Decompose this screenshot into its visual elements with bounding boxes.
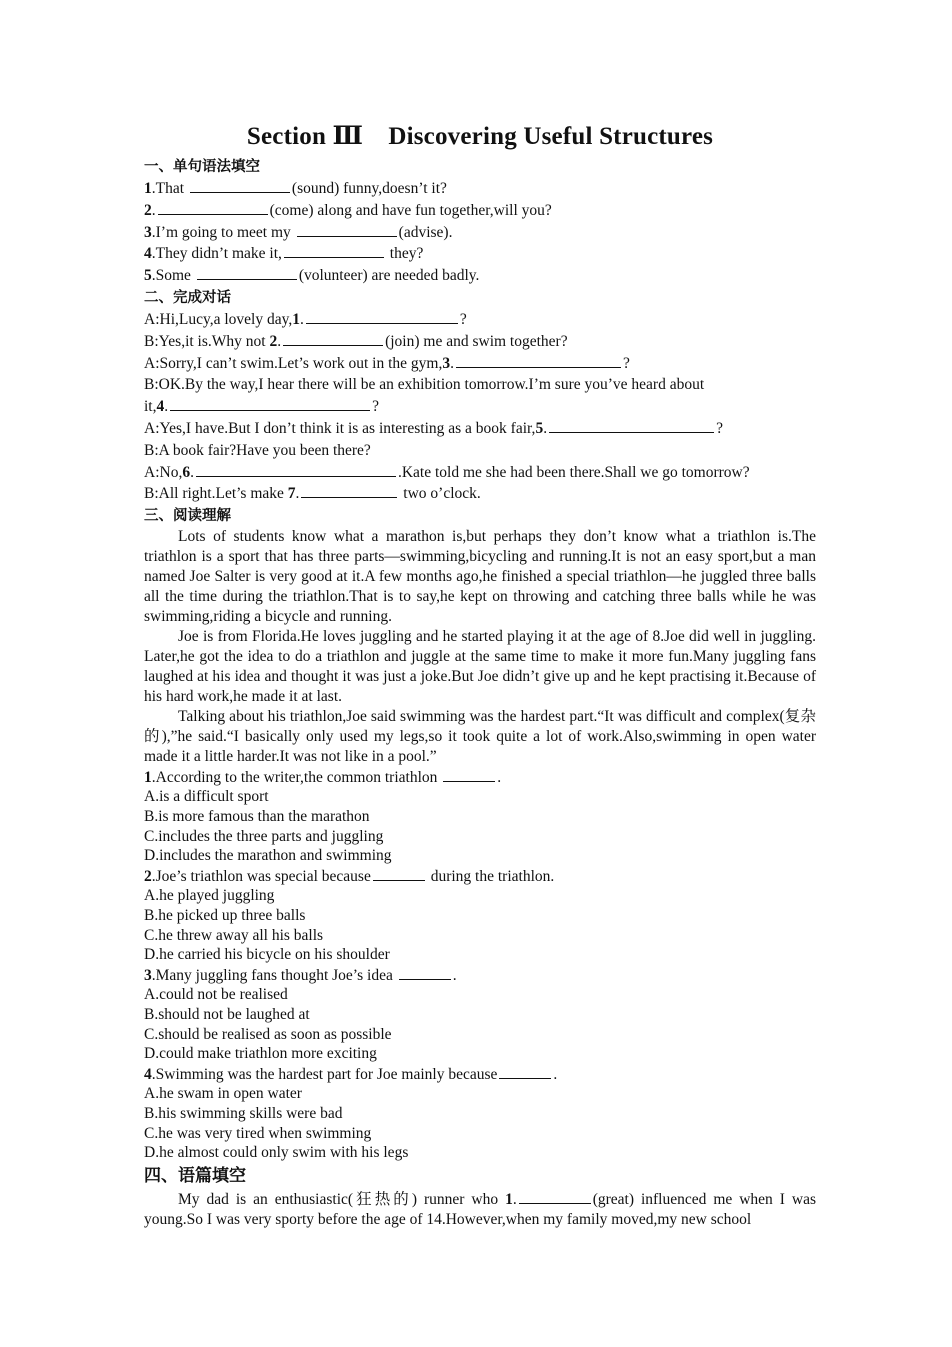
answer-blank[interactable] [190,178,290,193]
dialogue-text: ? [459,310,467,328]
question-number: 2 [144,868,152,886]
question-text: . [452,967,457,985]
question-text: . [497,769,502,787]
answer-blank[interactable] [170,396,370,411]
answer-blank[interactable] [443,767,495,782]
question-number: 1 [144,769,152,787]
blank-number: 5 [535,419,544,437]
grammar-item-2 [144,200,816,222]
item-suffix: (volunteer) are needed badly. [298,267,480,285]
part3-heading: 三、阅读理解 [144,508,231,525]
grammar-item-3 [144,222,816,244]
option-a[interactable]: A.is a difficult sport [144,787,269,805]
dialogue-line [144,374,816,396]
question-stem [144,866,816,886]
question-text: during the triathlon. [426,868,555,886]
part4-heading: 四、语篇填空 [144,1166,246,1187]
dialogue-text: B:Yes,it is.Why not [144,332,270,350]
option-b[interactable]: B.is more famous than the marathon [144,807,370,825]
item-suffix: (sound) funny,doesn’t it? [291,180,447,197]
question-stem [144,767,816,787]
blank-number: 7 [287,485,296,503]
option-a[interactable]: A.could not be realised [144,985,288,1003]
dialogue-line: B:All right.Let’s make 7. two o’clock. [144,485,481,503]
option-a[interactable]: A.he swam in open water [144,1084,302,1102]
item-number: 2 [144,201,152,219]
page-title: Section Ⅲ Discovering Useful Structures [246,123,714,150]
question-number: 3 [144,967,152,985]
dialogue-text: ? [372,398,380,416]
item-prefix: . [151,201,156,219]
answer-blank[interactable] [306,309,458,324]
answer-blank[interactable] [373,866,425,881]
dialogue-text: ? [716,419,723,437]
dialogue-text: A:Hi,Lucy,a lovely day, [144,310,293,328]
option-b[interactable]: B.should not be laughed at [144,1005,310,1023]
grammar-item-5 [144,265,816,287]
item-prefix: .They didn’t make it, [151,245,282,263]
question-text: .Swimming was the hardest part for Joe mainly because [151,1066,498,1084]
option-d[interactable]: D.he carried his bicycle on his shoulder [144,946,390,964]
worksheet [144,116,816,1230]
dialogue-text: A:Yes,I have.But I don’t think it is as interesting as a book fair, [144,419,536,437]
dialogue-line: A:Hi,Lucy,a lovely day,1. ? [144,310,467,328]
question-2 [144,866,816,965]
part1-heading: 一、单句语法填空 [144,159,260,175]
part2-heading: 二、完成对话 [144,289,231,306]
option-c[interactable]: C.he threw away all his balls [144,926,324,944]
item-number: 1 [144,180,152,197]
dialogue-text: A:Sorry,I can’t swim.Let’s work out in the gym, [144,354,443,372]
answer-blank[interactable] [456,353,621,368]
option-d[interactable]: D.includes the marathon and swimming [144,847,392,865]
answer-blank[interactable] [301,483,397,498]
cloze-text: (great) influenced me when I was young.So I was very sporty before the age of 14.However,when my family moved,my new school [144,1191,816,1229]
cloze-paragraph: My dad is an enthusiastic(狂热的) runner who 1. (great) influenced me when I was young.So I was very sporty before the age of 14.However,when my family moved,my new school [144,1191,816,1229]
item-suffix: (come) along and have fun together,will you? [269,201,552,219]
dialogue-text: it, [144,398,157,416]
dialogue-line: A:No,6. .Kate told me she had been there.Shall we go tomorrow? [144,463,750,481]
question-4 [144,1064,816,1163]
option-d[interactable]: D.he almost could only swim with his legs [144,1144,409,1162]
question-stem [144,1064,816,1084]
item-prefix: .I’m going to meet my [151,223,295,241]
dialogue-line [144,440,816,462]
option-b[interactable]: B.his swimming skills were bad [144,1104,343,1122]
answer-blank[interactable] [297,222,397,237]
question-text: . [553,1066,558,1084]
blank-number: 3 [442,354,451,372]
blank-number: 4 [156,398,165,416]
cloze-text: My dad is an enthusiastic(狂热的) runner who [178,1191,506,1209]
question-text: .According to the writer,the common triathlon [151,769,442,787]
item-number: 3 [144,223,152,241]
reading-paragraph-2: Joe is from Florida.He loves juggling and he started playing it at the age of 8.Joe did well in juggling. Later,he got the idea to do a triathlon and juggle at the same time to make it more fun.Many juggling fans laughed at his idea and thought it was just a joke.But Joe didn’t give up and he kept practising it.Because of his hard work,he made it at last. [144,628,816,706]
reading-paragraph-3: Talking about his triathlon,Joe said swimming was the hardest part.“It was difficult and complex(复杂的),”he said.“I basically only used my legs,so it took quite a lot of work.Also,swimming in open water made it a little harder.It was not like in a pool.” [144,708,816,766]
item-prefix: .Some [151,267,195,285]
option-a[interactable]: A.he played juggling [144,886,275,904]
grammar-item-1 [144,178,816,200]
option-c[interactable]: C.should be realised as soon as possible [144,1025,392,1043]
item-number: 5 [144,267,152,285]
answer-blank[interactable] [399,965,451,980]
dialogue-text: B:A book fair?Have you been there? [144,441,371,459]
option-c[interactable]: C.includes the three parts and juggling [144,827,384,845]
dialogue-line: A:Sorry,I can’t swim.Let’s work out in the gym,3. ? [144,354,630,372]
item-suffix: (advise). [398,223,453,241]
option-c[interactable]: C.he was very tired when swimming [144,1124,372,1142]
dialogue-text: B:OK.By the way,I hear there will be an exhibition tomorrow.I’m sure you’ve heard about [144,376,705,394]
question-1 [144,767,816,866]
answer-blank[interactable] [549,418,714,433]
dialogue-text: .Kate told me she had been there.Shall we go tomorrow? [397,463,750,481]
blank-number: 1 [505,1191,513,1209]
item-prefix: .That [151,180,188,197]
question-3 [144,965,816,1064]
answer-blank[interactable] [197,265,297,280]
dialogue-text: A:No, [144,463,183,481]
item-suffix: they? [385,245,424,263]
question-text: .Many juggling fans thought Joe’s idea [151,967,397,985]
question-number: 4 [144,1066,152,1084]
dialogue-text: ? [622,354,630,372]
answer-blank[interactable] [519,1189,591,1204]
blank-number: 2 [269,332,278,350]
item-number: 4 [144,245,152,263]
option-d[interactable]: D.could make triathlon more exciting [144,1045,377,1063]
blank-number: 1 [292,310,300,328]
option-b[interactable]: B.he picked up three balls [144,906,306,924]
answer-blank[interactable] [499,1064,551,1079]
answer-blank[interactable] [196,462,396,477]
reading-paragraph-1: Lots of students know what a marathon is,but perhaps they don’t know what a triathlon is.The triathlon is a sport that has three parts—swimming,bicycling and running.It is not an easy sport,but a man named Joe Salter is very good at it.A few months ago,he finished a special triathlon—he juggled three balls all the time during the triathlon.That is to say,he kept on throwing and catching three balls while he was swimming,riding a bicycle and running. [144,528,816,626]
dialogue-line: A:Yes,I have.But I don’t think it is as interesting as a book fair,5. ? [144,419,723,437]
dialogue-line: it,4. ? [144,398,380,416]
dialogue-text: two o’clock. [399,485,481,503]
answer-blank[interactable] [284,243,384,258]
question-stem [144,965,816,985]
dialogue-text: B:All right.Let’s make [144,485,288,503]
question-text: .Joe’s triathlon was special because [151,868,371,886]
answer-blank[interactable] [283,331,383,346]
blank-number: 6 [182,463,191,481]
grammar-item-4 [144,243,816,265]
answer-blank[interactable] [158,200,268,215]
dialogue-text: (join) me and swim together? [385,332,568,350]
dialogue-line: B:Yes,it is.Why not 2. (join) me and swim together? [144,332,568,350]
